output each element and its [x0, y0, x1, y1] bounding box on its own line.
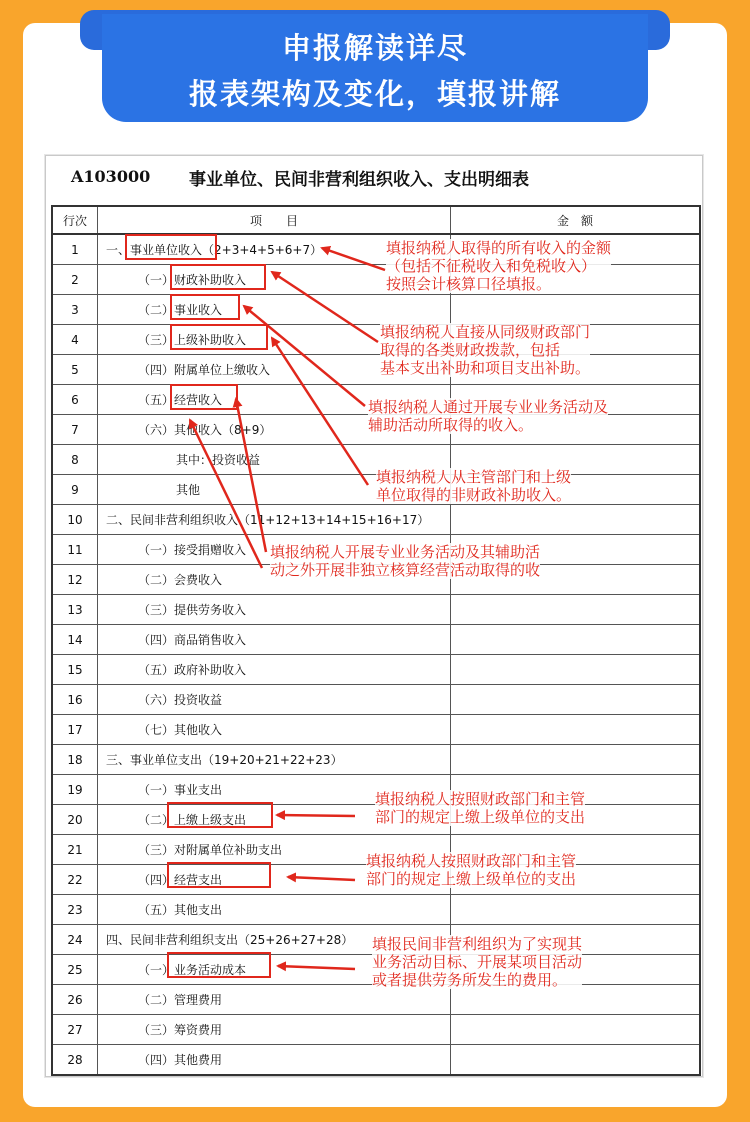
- note-total-income: [386, 239, 611, 293]
- row-number: 21: [52, 835, 98, 865]
- row-number: 18: [52, 745, 98, 775]
- row-number: 17: [52, 715, 98, 745]
- note-line: 单位取得的非财政补助收入。: [376, 486, 572, 504]
- note-line: 填报纳税人从主管部门和上级: [376, 468, 572, 486]
- highlight-superior-subsidy: [170, 324, 268, 350]
- row-number: 2: [52, 265, 98, 295]
- highlight-operating-income: [170, 384, 238, 410]
- header-banner: [102, 14, 648, 122]
- row-number: 24: [52, 925, 98, 955]
- row-item-label: （四）其他费用: [98, 1045, 451, 1076]
- table-row: [52, 295, 700, 325]
- row-number: 16: [52, 685, 98, 715]
- row-amount-cell[interactable]: [451, 745, 701, 775]
- note-remit-superior: [375, 790, 585, 826]
- note-line: 填报纳税人取得的所有收入的金额: [386, 239, 612, 257]
- table-row: [52, 1015, 700, 1045]
- note-line: 按照会计核算口径填报。: [386, 275, 552, 293]
- note-operating-income: [270, 543, 540, 579]
- note-line: 填报纳税人按照财政部门和主管: [375, 790, 586, 808]
- header-item: 项 目: [98, 206, 451, 234]
- table-row: [52, 745, 700, 775]
- row-item-label: （五）其他支出: [98, 895, 451, 925]
- row-amount-cell[interactable]: [451, 685, 701, 715]
- row-amount-cell[interactable]: [451, 505, 701, 535]
- table-row: [52, 1045, 700, 1076]
- row-number: 15: [52, 655, 98, 685]
- row-number: 22: [52, 865, 98, 895]
- note-line: 填报纳税人按照财政部门和主管: [366, 852, 577, 870]
- row-number: 14: [52, 625, 98, 655]
- row-item-label: 一、事业单位收入（2+3+4+5+6+7）: [98, 234, 451, 265]
- note-line: 填报纳税人直接从同级财政部门: [380, 323, 591, 341]
- header-row-no: 行次: [52, 206, 98, 234]
- table-row: [52, 895, 700, 925]
- row-item-label: 其他: [98, 475, 451, 505]
- note-line: 基本支出补助和项目支出补助。: [380, 359, 591, 377]
- row-number: 27: [52, 1015, 98, 1045]
- row-item-label: （二）事业收入: [98, 295, 451, 325]
- row-number: 4: [52, 325, 98, 355]
- row-item-label: （一）事业支出: [98, 775, 451, 805]
- row-item-label: （四）商品销售收入: [98, 625, 451, 655]
- note-line: 动之外开展非独立核算经营活动取得的收: [270, 561, 541, 579]
- row-amount-cell[interactable]: [451, 655, 701, 685]
- row-amount-cell[interactable]: [451, 295, 701, 325]
- row-number: 1: [52, 234, 98, 265]
- row-number: 8: [52, 445, 98, 475]
- row-item-label: 四、民间非营利组织支出（25+26+27+28）: [98, 925, 451, 955]
- row-item-label: （五）经营收入: [98, 385, 451, 415]
- note-line: 填报纳税人通过开展专业业务活动及: [368, 398, 609, 416]
- row-item-label: （六）投资收益: [98, 685, 451, 715]
- row-number: 23: [52, 895, 98, 925]
- table-row: [52, 595, 700, 625]
- note-line: 或者提供劳务所发生的费用。: [372, 971, 568, 989]
- highlight-operating-expense: [167, 862, 271, 888]
- row-number: 7: [52, 415, 98, 445]
- note-career-income: [368, 398, 608, 434]
- note-line: 填报纳税人开展专业业务活动及其辅助活: [270, 543, 541, 561]
- row-item-label: （六）其他收入（8+9）: [98, 415, 451, 445]
- note-operating-expense: [366, 852, 576, 888]
- row-number: 9: [52, 475, 98, 505]
- note-line: 辅助活动所取得的收入。: [368, 416, 534, 434]
- row-item-label: （四）经营支出: [98, 865, 451, 895]
- row-number: 11: [52, 535, 98, 565]
- note-line: 取得的各类财政拨款，包括: [380, 341, 561, 359]
- banner-line-1: 申报解读详尽: [281, 31, 468, 65]
- note-line: 业务活动目标、开展某项目活动: [372, 953, 583, 971]
- highlight-career-income: [170, 294, 240, 320]
- table-header-row: [52, 206, 700, 234]
- row-item-label: （三）对附属单位补助支出: [98, 835, 451, 865]
- note-line: 填报民间非营利组织为了实现其: [372, 935, 583, 953]
- row-item-label: （二）会费收入: [98, 565, 451, 595]
- header-amount: 金 额: [451, 206, 701, 234]
- note-line: 部门的规定上缴上级单位的支出: [375, 808, 586, 826]
- highlight-business-income: [125, 234, 217, 260]
- banner-line-2: 报表架构及变化，填报讲解: [188, 77, 561, 111]
- row-item-label: （三）提供劳务收入: [98, 595, 451, 625]
- row-number: 25: [52, 955, 98, 985]
- row-amount-cell[interactable]: [451, 1015, 701, 1045]
- row-item-label: （七）其他收入: [98, 715, 451, 745]
- row-item-label: （一）财政补助收入: [98, 265, 451, 295]
- row-amount-cell[interactable]: [451, 895, 701, 925]
- row-number: 19: [52, 775, 98, 805]
- row-item-label: 其中：投资收益: [98, 445, 451, 475]
- table-row: [52, 355, 700, 385]
- note-fiscal-subsidy: [380, 323, 590, 377]
- table-row: [52, 325, 700, 355]
- table-row: [52, 655, 700, 685]
- table-row: [52, 505, 700, 535]
- row-item-label: （一）接受捐赠收入: [98, 535, 451, 565]
- row-item-label: （三）上级补助收入: [98, 325, 451, 355]
- row-number: 10: [52, 505, 98, 535]
- row-amount-cell[interactable]: [451, 1045, 701, 1076]
- note-line: 部门的规定上缴上级单位的支出: [366, 870, 577, 888]
- row-number: 20: [52, 805, 98, 835]
- highlight-remit-superior: [167, 802, 273, 828]
- row-item-label: 三、事业单位支出（19+20+21+22+23）: [98, 745, 451, 775]
- row-amount-cell[interactable]: [451, 625, 701, 655]
- table-row: [52, 625, 700, 655]
- note-line: （包括不征税收入和免税收入）: [386, 257, 597, 275]
- row-number: 13: [52, 595, 98, 625]
- row-item-label: （三）筹资费用: [98, 1015, 451, 1045]
- row-item-label: （二）管理费用: [98, 985, 451, 1015]
- form-code: A103000: [71, 167, 151, 186]
- row-amount-cell[interactable]: [451, 595, 701, 625]
- row-number: 6: [52, 385, 98, 415]
- row-number: 26: [52, 985, 98, 1015]
- note-activity-cost: [372, 935, 582, 989]
- row-item-label: 二、民间非营利组织收入（11+12+13+14+15+16+17）: [98, 505, 451, 535]
- table-row: [52, 715, 700, 745]
- row-item-label: （一）业务活动成本: [98, 955, 451, 985]
- sheet-title: [49, 157, 699, 201]
- table-row: [52, 685, 700, 715]
- row-number: 12: [52, 565, 98, 595]
- highlight-fiscal-subsidy: [170, 264, 266, 290]
- row-item-label: （五）政府补助收入: [98, 655, 451, 685]
- row-amount-cell[interactable]: [451, 985, 701, 1015]
- row-number: 28: [52, 1045, 98, 1076]
- row-number: 5: [52, 355, 98, 385]
- table-row: [52, 985, 700, 1015]
- row-item-label: （四）附属单位上缴收入: [98, 355, 451, 385]
- row-number: 3: [52, 295, 98, 325]
- form-name: 事业单位、民间非营利组织收入、支出明细表: [189, 170, 529, 190]
- note-superior-subsidy: [376, 468, 571, 504]
- row-amount-cell[interactable]: [451, 715, 701, 745]
- row-item-label: （二）上缴上级支出: [98, 805, 451, 835]
- highlight-activity-cost: [167, 952, 271, 978]
